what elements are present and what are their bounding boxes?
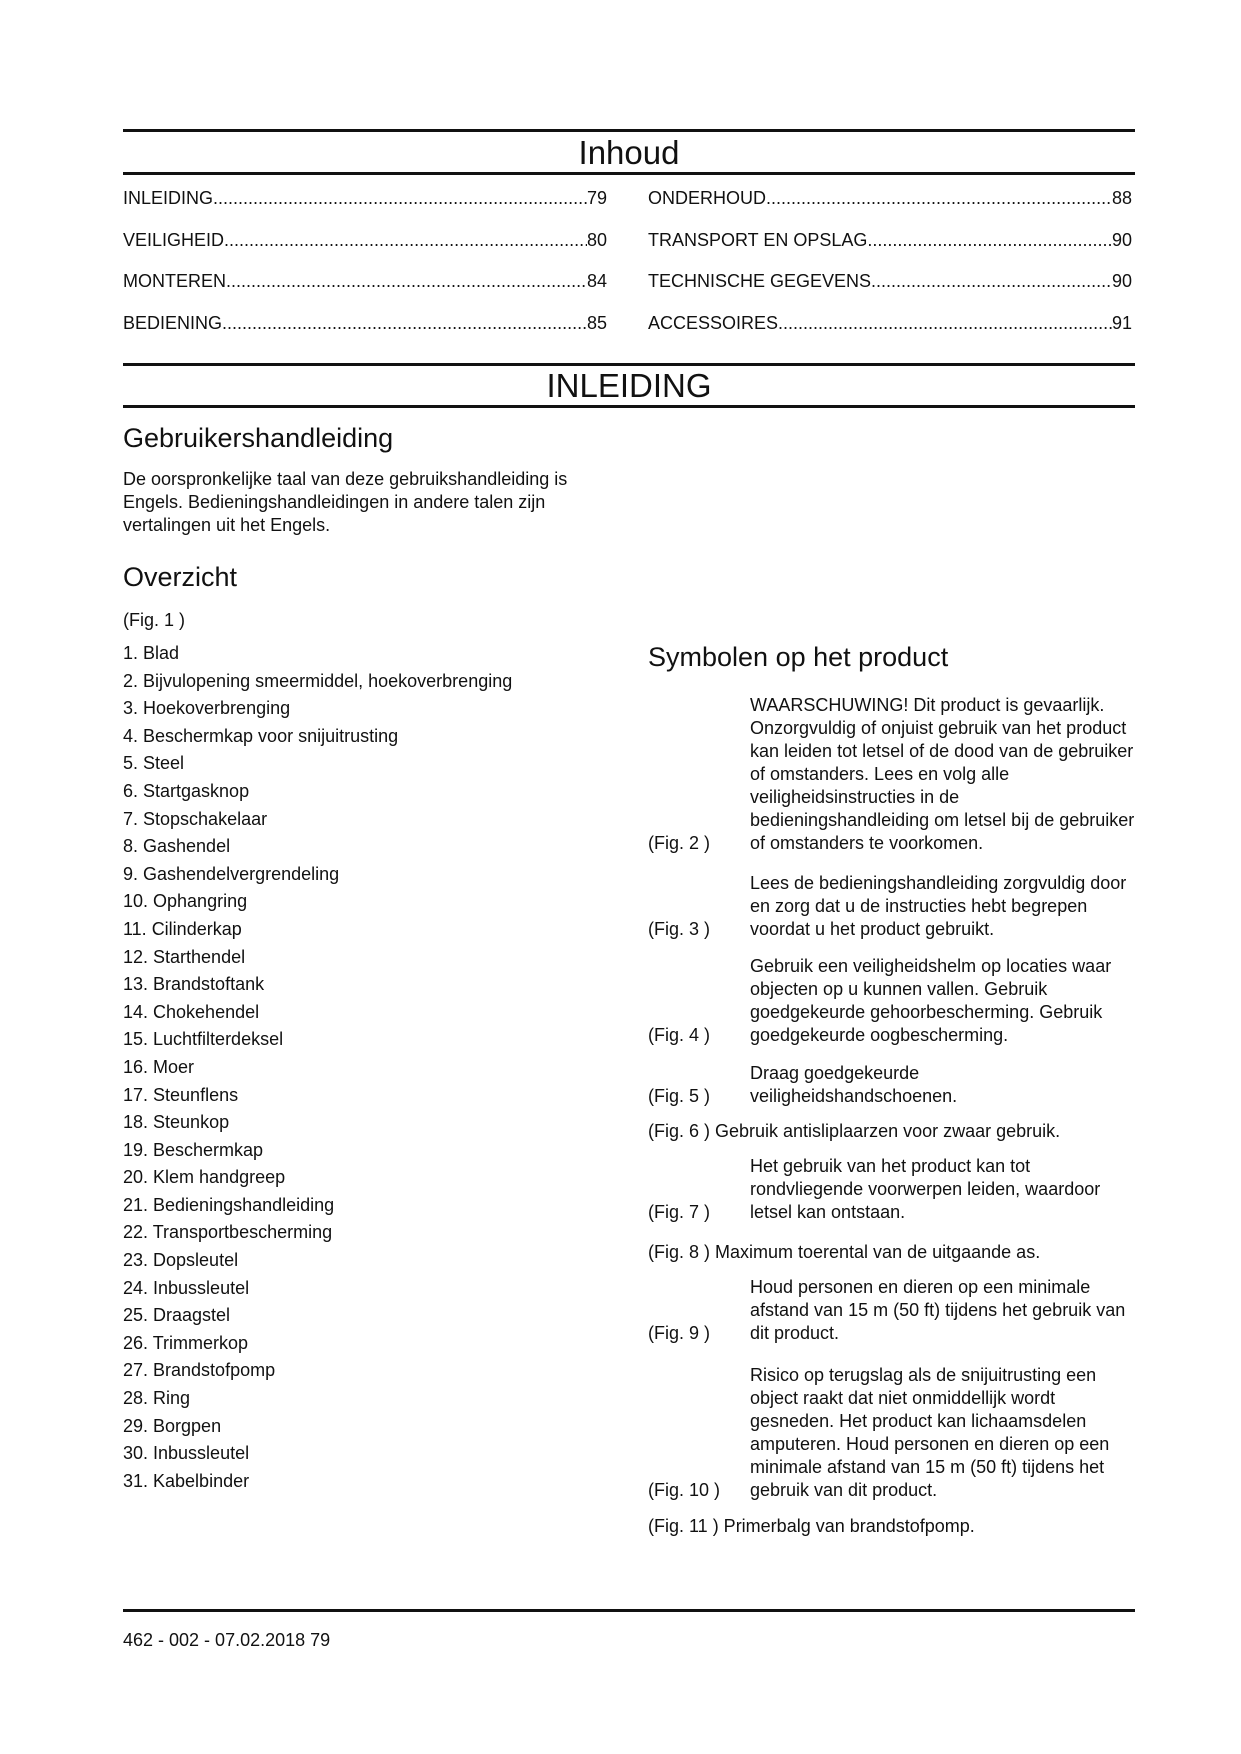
- list-item: 31. Kabelbinder: [123, 1470, 250, 1491]
- symbol-entry: [648, 955, 1138, 1047]
- list-item: 4. Beschermkap voor snijuitrusting: [123, 725, 399, 746]
- parts-list: [123, 640, 512, 1495]
- symbol-text: Het gebruik van het product kan tot rondvliegende voorwerpen leiden, waardoor letsel kan ontstaan.: [750, 1156, 1101, 1222]
- toc-right-column: [648, 188, 1132, 354]
- symbol-entry: [648, 1241, 1138, 1264]
- manual-text: De oorspronkelijke taal van deze gebruikshandleiding is Engels. Bedieningshandleidingen in andere talen zijn vertalingen uit het Engels.: [123, 469, 568, 535]
- symbol-entry: [648, 1155, 1138, 1224]
- toc-title: Inhoud: [578, 134, 680, 171]
- list-item: 23. Dopsleutel: [123, 1250, 239, 1271]
- symbol-text: Draag goedgekeurde veiligheidshandschoenen.: [750, 1063, 958, 1106]
- manual-heading: Gebruikershandleiding: [123, 423, 394, 453]
- list-item: 2. Bijvulopening smeermiddel, hoekoverbrenging: [123, 670, 513, 691]
- list-item: 14. Chokehendel: [123, 1001, 260, 1022]
- toc-left-column: [123, 188, 607, 354]
- symbol-text: Houd personen en dieren op een minimale afstand van 15 m (50 ft) tijdens het gebruik van dit product.: [750, 1277, 1126, 1343]
- symbol-entry: [648, 1276, 1138, 1345]
- toc-top-rule: [123, 129, 1135, 132]
- list-item: 7. Stopschakelaar: [123, 808, 268, 829]
- toc-entry[interactable]: TECHNISCHE GEGEVENS ..... 90: [648, 271, 1132, 313]
- list-item: 1. Blad: [123, 643, 180, 663]
- symbol-fig-ref: (Fig. 5 ): [648, 1086, 711, 1106]
- list-item: 17. Steunflens: [123, 1084, 239, 1105]
- list-item: 21. Bedieningshandleiding: [123, 1194, 335, 1215]
- overview-fig-ref: (Fig. 1 ): [123, 610, 186, 630]
- footer-rule: [123, 1609, 1135, 1612]
- symbol-entry: [648, 872, 1138, 941]
- list-item: 29. Borgpen: [123, 1415, 222, 1436]
- list-item: 28. Ring: [123, 1388, 191, 1409]
- list-item: 16. Moer: [123, 1056, 195, 1077]
- list-item: 26. Trimmerkop: [123, 1332, 249, 1353]
- toc-entry[interactable]: TRANSPORT EN OPSLAG ..... 90: [648, 230, 1132, 272]
- toc-bottom-rule: [123, 172, 1135, 175]
- list-item: 13. Brandstoftank: [123, 974, 265, 995]
- list-item: 11. Cilinderkap: [123, 918, 242, 939]
- symbol-text: Gebruik een veiligheidshelm op locaties waar objecten op u kunnen vallen. Gebruik goedgekeurde gehoorbescherming. Gebruik goedgekeurde oogbescherming.: [750, 956, 1112, 1045]
- symbol-entry: [648, 1062, 1138, 1108]
- list-item: 20. Klem handgreep: [123, 1167, 286, 1188]
- symbol-text: Risico op terugslag als de snijuitrusting een object raakt dat niet onmiddellijk wordt gesneden. Het product kan lichaamsdelen amputeren. Houd personen en dieren op een minimale afstand van 15 m (50 ft) tijdens het gebruik van dit product.: [750, 1365, 1110, 1500]
- list-item: 5. Steel: [123, 753, 185, 774]
- list-item: 30. Inbussleutel: [123, 1443, 250, 1464]
- symbol-fig-ref: (Fig. 10 ): [648, 1480, 721, 1500]
- symbol-text: (Fig. 11 ) Primerbalg van brandstofpomp.: [648, 1516, 975, 1536]
- toc-entry[interactable]: VEILIGHEID ..... 80: [123, 230, 607, 272]
- symbol-text: Lees de bedieningshandleiding zorgvuldig door en zorg dat u de instructies hebt begrepen voordat u het product gebruikt.: [750, 873, 1127, 939]
- toc-entry[interactable]: ACCESSOIRES ..... 91: [648, 313, 1132, 355]
- toc-entry[interactable]: MONTEREN ..... 84: [123, 271, 607, 313]
- list-item: 25. Draagstel: [123, 1305, 231, 1326]
- list-item: 3. Hoekoverbrenging: [123, 698, 291, 719]
- symbol-text: (Fig. 8 ) Maximum toerental van de uitgaande as.: [648, 1242, 1041, 1262]
- list-item: 6. Startgasknop: [123, 780, 250, 801]
- list-item: 19. Beschermkap: [123, 1139, 264, 1160]
- symbol-fig-ref: (Fig. 2 ): [648, 833, 711, 853]
- section-title: INLEIDING: [546, 367, 712, 404]
- list-item: 9. Gashendelvergrendeling: [123, 863, 340, 884]
- symbols-heading: Symbolen op het product: [648, 642, 949, 672]
- section-bottom-rule: [123, 405, 1135, 408]
- symbol-fig-ref: (Fig. 3 ): [648, 919, 711, 939]
- symbol-entry: [648, 1364, 1138, 1502]
- symbol-fig-ref: (Fig. 7 ): [648, 1202, 711, 1222]
- symbol-fig-ref: (Fig. 9 ): [648, 1323, 711, 1343]
- list-item: 18. Steunkop: [123, 1112, 230, 1133]
- symbol-text: (Fig. 6 ) Gebruik antisliplaarzen voor zwaar gebruik.: [648, 1121, 1061, 1141]
- toc-entry[interactable]: BEDIENING ..... 85: [123, 313, 607, 355]
- list-item: 15. Luchtfilterdeksel: [123, 1029, 284, 1050]
- symbol-text: WAARSCHUWING! Dit product is gevaarlijk. Onzorgvuldig of onjuist gebruik van het product kan leiden tot letsel of de dood van de gebruiker of omstanders. Lees en volg alle veiligheidsinstructies in de bedieningshandleiding om letsel bij de gebruiker of omstanders te voorkomen.: [750, 695, 1135, 853]
- toc-entry[interactable]: ONDERHOUD ..... 88: [648, 188, 1132, 230]
- list-item: 10. Ophangring: [123, 891, 248, 912]
- symbol-fig-ref: (Fig. 4 ): [648, 1025, 711, 1045]
- symbol-entry: [648, 694, 1138, 855]
- list-item: 8. Gashendel: [123, 836, 231, 857]
- page-footer: 462 - 002 - 07.02.2018 79: [123, 1630, 331, 1650]
- list-item: 24. Inbussleutel: [123, 1277, 250, 1298]
- list-item: 27. Brandstofpomp: [123, 1360, 276, 1381]
- symbol-entry: [648, 1120, 1138, 1143]
- list-item: 12. Starthendel: [123, 946, 246, 967]
- list-item: 22. Transportbescherming: [123, 1222, 333, 1243]
- toc-entry[interactable]: INLEIDING ..... 79: [123, 188, 607, 230]
- overview-heading: Overzicht: [123, 562, 238, 592]
- symbol-entry: [648, 1515, 1138, 1538]
